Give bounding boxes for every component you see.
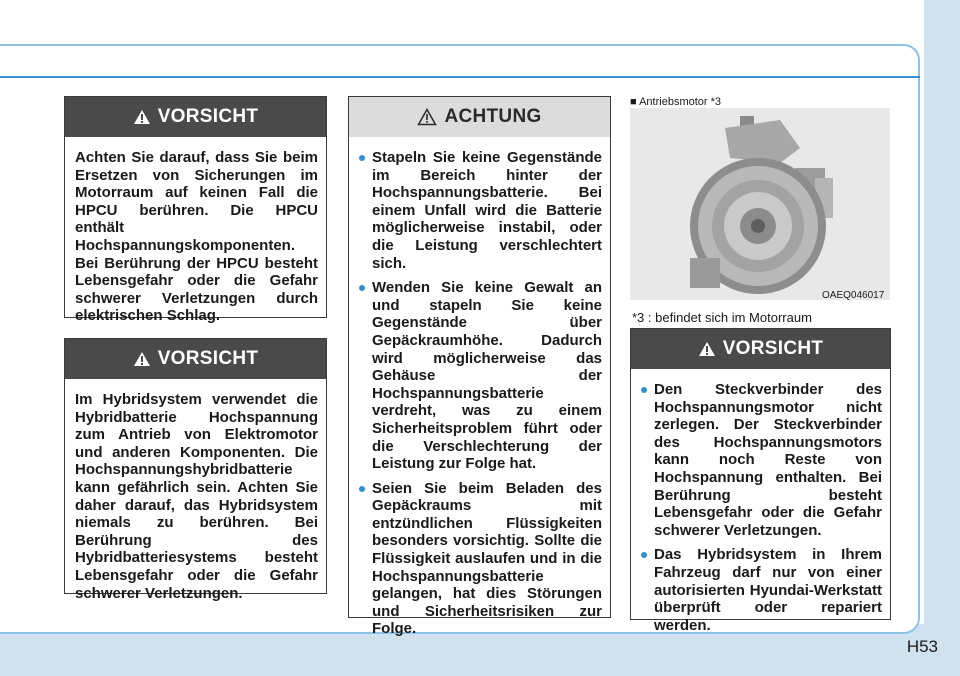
photo-code: OAEQ046017 <box>822 290 885 301</box>
caution-box-fuses <box>64 96 327 325</box>
attention-header <box>349 97 610 137</box>
footnote: *3 : befindet sich im Motorraum <box>632 310 812 325</box>
caution-text: Achten Sie darauf, dass Sie beim Ersetzen von Sicherungen im Motorraum auf keinen Fall die HPCU berühren. Die HPCU enthält Hochspannungskomponenten. Bei Berührung der HPCU besteht Lebensgefahr oder die Gefahr schwerer Verletzungen durch elektrischen Schlag. <box>75 149 318 325</box>
warning-icon <box>133 351 151 367</box>
attention-header-label: ACHTUNG <box>444 106 542 127</box>
caution-header <box>65 339 326 379</box>
caution-text: Im Hybridsystem verwendet die Hybridbatterie Hochspannung zum Antrieb von Elektromotor und anderen Komponenten. Die Hochspannungshybridbatterie kann gefährlich sein. Achten Sie daher darauf, das Hybridsystem niemals zu berühren. Bei Berührung des Hybridbatteriesystems besteht Lebensgefahr oder die Gefahr schwerer Verletzungen. <box>75 391 318 602</box>
caution-list <box>641 381 882 634</box>
warning-icon <box>133 109 151 125</box>
warning-icon <box>698 341 716 357</box>
caution-header-label: VORSICHT <box>157 106 259 127</box>
bullet-icon <box>641 552 647 558</box>
bullet-icon <box>359 486 365 492</box>
list-item: Seien Sie beim Beladen des Gepäckraums mit entzündlichen Flüssigkeiten besonders vorsichtig. Sollte die Flüssigkeit auslaufen und in die Hochspannungsbatterie gelangen, hat dies Störungen und Sicherheitsrisiken zur Folge. <box>359 480 602 638</box>
attention-box <box>348 96 611 638</box>
caution-header-label: VORSICHT <box>722 338 824 359</box>
list-item: Den Steckverbinder des Hochspannungsmotor nicht zerlegen. Der Steckverbinder des Hochspannungsmotors kann noch Reste von Hochspannung enthalten. Bei Berührung besteht Lebensgefahr oder die Gefahr schwerer Verletzungen. <box>641 381 882 539</box>
top-rule <box>0 76 920 78</box>
drive-motor-photo <box>630 108 890 300</box>
page-number: H53 <box>906 637 938 656</box>
bullet-icon <box>359 285 365 291</box>
caution-header <box>631 329 890 369</box>
list-item: Stapeln Sie keine Gegenstände im Bereich hinter der Hochspannungsbatterie. Bei einem Unfall wird die Batterie möglicherweise instabil, oder die Leistung verschlechtert sich. <box>359 149 602 272</box>
photo-caption: ■ Antriebsmotor *3 <box>630 96 722 108</box>
attention-list <box>359 149 602 638</box>
page-frame-right <box>924 0 960 676</box>
list-item: Wenden Sie keine Gewalt an und stapeln Sie keine Gegenstände über Gepäckraumhöhe. Dadurch wird möglicherweise das Gehäuse der Hochspannungsbatterie verdreht, was zu einem Sicherheitsproblem führt oder die Verschlechterung der Leistung zur Folge hat. <box>359 279 602 473</box>
bullet-icon <box>641 387 647 393</box>
caution-box-motor-connector <box>630 328 891 634</box>
caution-header-label: VORSICHT <box>157 348 259 369</box>
drive-motor-illustration <box>630 108 890 300</box>
caution-header <box>65 97 326 137</box>
bullet-icon <box>359 155 365 161</box>
caution-box-hybrid-battery <box>64 338 327 602</box>
warning-outline-icon <box>417 108 437 126</box>
list-item: Das Hybridsystem in Ihrem Fahrzeug darf nur von einer autorisierten Hyundai-Werkstatt überprüft oder repariert werden. <box>641 546 882 634</box>
